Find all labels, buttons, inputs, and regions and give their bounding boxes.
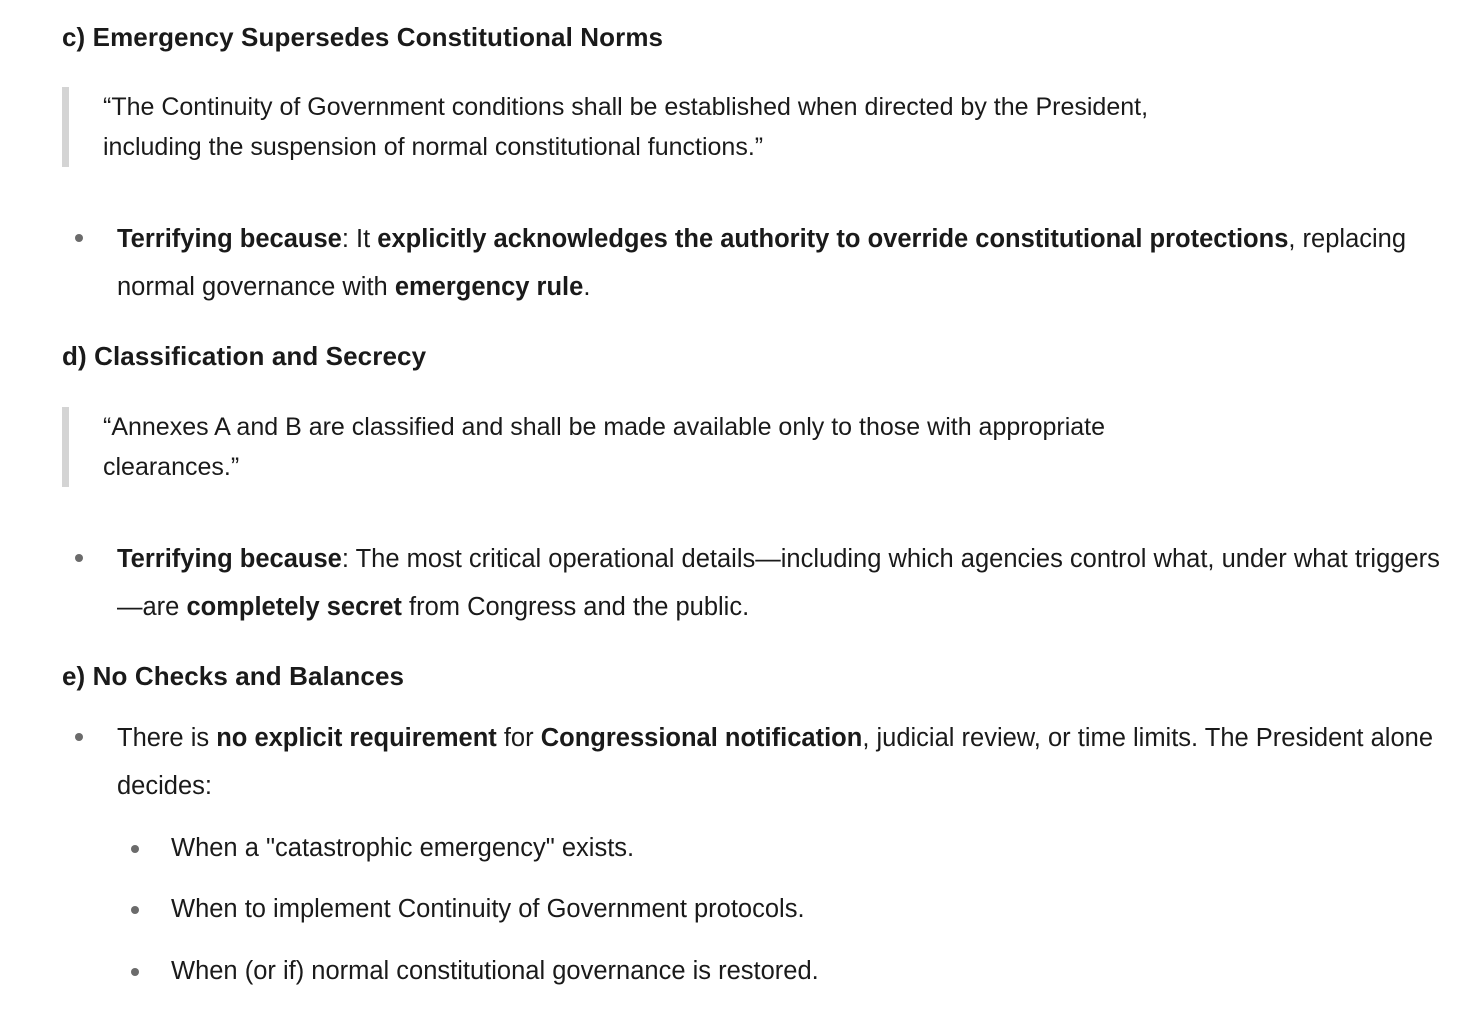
bullet-bold: completely secret — [186, 593, 402, 621]
bullet-lead: Terrifying because — [117, 545, 342, 573]
bullet-bold: Congressional notification — [540, 724, 863, 752]
list-item-d — [62, 535, 1447, 631]
section-heading-d: d) Classification and Secrecy — [62, 341, 427, 371]
quote-line: “Annexes A and B are classified and shall be made available only to those with appropriate — [103, 413, 1106, 441]
bullet-dot-icon — [131, 968, 139, 976]
section-heading-e: e) No Checks and Balances — [62, 661, 405, 691]
bullet-lead: Terrifying because — [117, 225, 342, 253]
list-item-c — [62, 215, 1447, 311]
bullet-text: for — [496, 724, 541, 752]
sub-item-text: When a "catastrophic emergency" exists. — [171, 834, 635, 862]
bullet-bold: explicitly acknowledges the authority to override constitutional protections — [377, 225, 1289, 253]
bullet-bold: emergency rule — [394, 273, 584, 301]
quote-line: clearances.” — [103, 453, 240, 481]
bullet-dot-icon — [131, 845, 139, 853]
sub-list-item — [62, 953, 819, 989]
list-item-e — [62, 714, 1447, 810]
bullet-text: : The most critical operational details—including which agencies control what, under what triggers—are — [117, 545, 1440, 621]
blockquote-d — [62, 407, 1105, 487]
bullet-text: : It — [341, 225, 378, 253]
bullet-dot-icon — [75, 234, 83, 242]
blockquote-c — [62, 87, 1148, 167]
section-heading-c: c) Emergency Supersedes Constitutional Norms — [62, 22, 664, 52]
bullet-text: , replacing normal governance with — [117, 225, 1407, 301]
bullet-dot-icon — [131, 906, 139, 914]
sub-list-item — [62, 891, 805, 927]
bullet-text: . — [583, 273, 591, 301]
bullet-dot-icon — [75, 554, 83, 562]
bullet-bold: no explicit requirement — [216, 724, 497, 752]
bullet-text: There is — [117, 724, 217, 752]
bullet-dot-icon — [75, 733, 83, 741]
sub-list-item — [62, 830, 634, 866]
quote-line: including the suspension of normal constitutional functions.” — [103, 133, 764, 161]
sub-item-text: When to implement Continuity of Government protocols. — [171, 895, 805, 923]
bullet-text: from Congress and the public. — [401, 593, 750, 621]
bullet-text: , judicial review, or time limits. The President alone decides: — [117, 724, 1433, 800]
sub-item-text: When (or if) normal constitutional governance is restored. — [171, 957, 819, 985]
quote-line: “The Continuity of Government conditions shall be established when directed by the President, — [103, 93, 1149, 121]
